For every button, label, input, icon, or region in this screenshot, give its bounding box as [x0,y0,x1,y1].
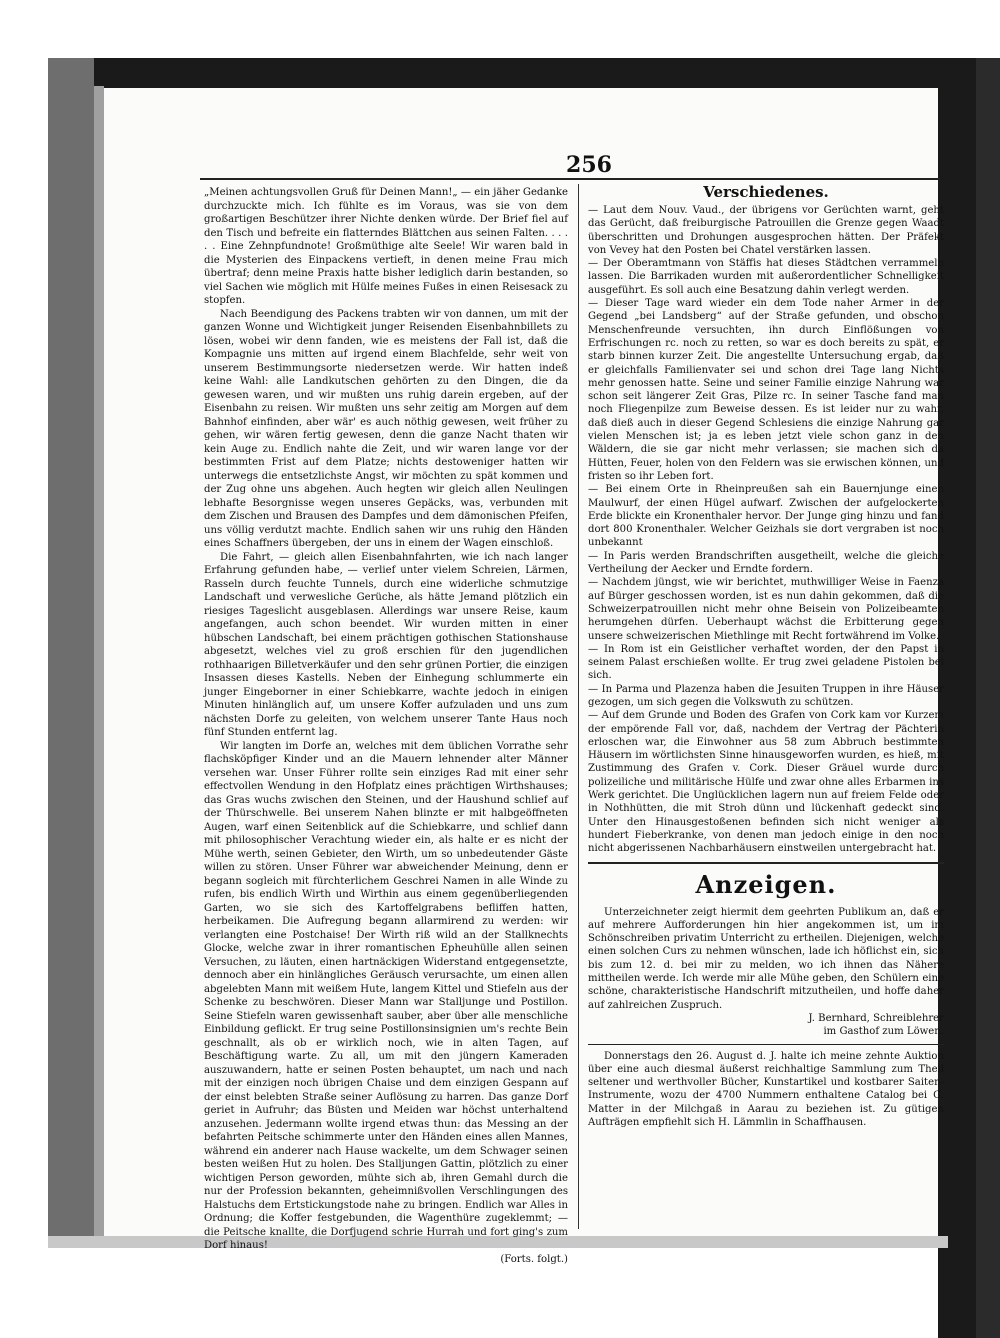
advertisement-location: im Gasthof zum Löwen. [823,1026,944,1038]
story-paragraph: Die Fahrt, — gleich allen Eisenbahnfahrten, wie ich nach langer Erfahrung gefunden habe, — verlief unter vielem Schreien, Lärmen, Rasseln durch feuchte Tunnels, durch eine widerliche schmutzige Landschaft und verwesliche Gerüche, als hätte Jemand plötzlich ein riesiges Tageslicht ausgeblasen. Allerdings war unsere Reise, kaum angefangen, auch schon beendet. Wir wurden mitten in einer hübschen Landschaft, bei einem prächtigen gothischen Stationshause abgesetzt, welches viel zu groß erschien für den jugendlichen rothhaarigen Billetverkäufer und den sehr grünen Portier, die einzigen Insassen dieses Kastells. Neben der Einhegung schlummerte ein junger Eingeborner in einer Schiebkarre, wachte jedoch in einigen Minuten hinlänglich auf, um unsere Koffer aufzuladen und uns zum nächsten Dorfe zu geleiten, von welchem unserer Tante Haus noch fünf Stunden entfernt lag. [204,551,568,738]
advertisement-text: Donnerstags den 26. August d. J. halte ich meine zehnte Auktion über eine auch diesmal äußerst reichhaltige Sammlung zum Theil seltener und werthvoller Bücher, Kunstartikel und kostbarer Saiten-Instrumente, wozu der 4700 Nummern enthaltene Catalog bei G. Matter in der Milchgaß in Aarau zu beziehen ist. Zu gütigen Aufträgen empfiehlt sich H. Lämmlin in Schaffhausen. [588,1050,944,1128]
advertisement-rule [588,1044,944,1045]
story-paragraph: Wir langten im Dorfe an, welches mit dem üblichen Vorrathe sehr flachsköpfiger Kinder und an die Mauern lehnender alter Männer versehen war. Unser Führer rollte sein einziges Rad mit einer sehr effectvollen Wendung in den Hofplatz eines prächtigen Wirthshauses; das Gras wuchs zwischen den Steinen, und der Haushund schlief auf der Thürschwelle. Bei unserem Nahen blinzte er mit halbgeöffneten Augen, warf einen Seitenblick auf die Schiebkarre, und schlief dann mit philosophischer Verachtung wieder ein, als halte er es nicht der Mühe werth, seinen Gebieter, den Wirth, um so unbedeutender Gäste willen zu stören. Unser Führer war abweichender Meinung, denn er begann sogleich mit fürchterlichem Geschrei Namen in alle Winde zu rufen, bis endlich Wirth und Wirthin aus einem gegenüberliegenden Garten, wo sie sich des Kartoffelgrabens befliffen hatten, herbeikamen. Die Aufregung begann allarmirend zu werden: wir verlangten eine Postchaise! Der Wirth riß wild an der Stallknechts Glocke, welche zwar in ihrer romantischen Epheuhülle allen seinen Versuchen, zu läuten, einen hartnäckigen Widerstand entgegensetzte, dennoch aber ein hinlängliches Geräusch verursachte, um einen allen abgelebten Mann mit weißem Hute, langem Kittel und Stiefeln aus der Schenke zu beschwören. Dieser Mann war Stalljunge und Postillon. Seine Stiefeln waren gewissenhaft sauber, aber über alle menschliche Einbildung geflickt. Er trug seine Postillonsinsignien um's rechte Bein geschnallt, als ob er wirklich noch, wie in alten Tagen, auf Beschäftigung warte. Zu all, um mit den jüngern Kameraden auszuwandern, hatte er seinen Posten behauptet, um nach und nach mit der einzigen noch übrigen Chaise und dem einzigen Gespann auf der einst belebten Straße seiner Auflösung zu harren. Das ganze Dorf geriet in Aufruhr; das Büsten und Meiden war höchst unterhaltend anzusehen. Jedermann wollte irgend etwas thun: das Messing an der befahrten Peitsche schimmerte unter den Händen eines allen Mannes, während ein anderer nach Hause wackelte, um dem Schwager seinen besten weißen Hut zu holen. Des Stalljungen Gattin, plötzlich zu einer wichtigen Person geworden, mühte sich ab, ihren Gemahl durch die nur der Profession bekannten, geheimnißvollen Verschlingungen des Halstuchs dem Ertstickungstode nahe zu bringen. Endlich war Alles in Ordnung; die Koffer festgebunden, die Wagenthüre zugeklemmt; — die Peitsche knallte, die Dorfjugend schrie Hurrah und fort ging's zum Dorf hinaus! [204,740,568,1251]
section-heading-anzeigen: Anzeigen. [695,869,837,899]
news-item: — Auf dem Grunde und Boden des Grafen von Cork kam vor Kurzem der empörende Fall vor, daß, nachdem der Vertrag der Pächterin erloschen war, die Einwohner aus 58 zum Abbruch bestimmten Häusern im wörtlichsten Sinne hinausgeworfen wurden, es hieß, mit Zustimmung des Grafen v. Cork. Dieser Gräuel wurde durch polizeiliche und militärische Hülfe und zwar ohne alles Erbarmen ins Werk gerichtet. Die Unglücklichen lagern nun auf freiem Felde oder in Nothhütten, die mit Stroh dünn und lückenhaft gedeckt sind. Unter den Hinausgestoßenen befinden sich nicht weniger als hundert Fieberkranke, von denen man jedoch einige in den noch nicht abgerissenen Nachbarhäusern einstweilen untergebracht hat. [588,710,944,855]
news-item: — Nachdem jüngst, wie wir berichtet, muthwilliger Weise in Faenza auf Bürger geschossen worden, ist es nun dahin gekommen, daß die Schweizerpatrouillen nicht mehr ohne Beisein von Polizeibeamten herumgehen dürfen. Ueberhaupt wächst die Erbitterung gegen unsere schweizerischen Miethlinge mit Recht fortwährend im Volke. [588,577,944,642]
story-paragraph: „Meinen achtungsvollen Gruß für Deinen Mann!„ — ein jäher Gedanke durchzuckte mich. Ich fühlte es im Voraus, was sie von dem großartigen Beschützer ihrer Nichte denken würde. Der Brief fiel auf den Tisch und befreite ein flatterndes Blättchen aus seinen Falten. . . . . . Eine Zehnpfundnote! Großmüthige alte Seele! Wir waren bald in die Mysterien des Einpackens vertieft, in denen meine Frau mich übertraf; denn meine Praxis hatte bisher lediglich darin bestanden, so viel Sachen wie möglich mit Hülfe meines Fußes in einen Reisesack zu stopfen. [204,187,568,306]
news-item: — In Rom ist ein Geistlicher verhaftet worden, der den Papst in seinem Palast erschießen wollte. Er trug zwei geladene Pistolen bei sich. [588,643,944,682]
scan-page-edge [94,86,104,1248]
news-item: — In Parma und Plazenza haben die Jesuiten Truppen in ihre Häuser gezogen, um sich gegen die Volkswuth zu schützen. [588,683,944,708]
header-rule [200,178,940,180]
left-column [204,186,568,1272]
news-item: — Der Oberamtmann von Stäffis hat dieses Städtchen verrammeln lassen. Die Barrikaden wurden mit außerordentlicher Schnelligkeit ausgeführt. Es soll auch eine Besatzung dahin verlegt werden. [588,258,944,296]
section-heading-verschiedenes: Verschiedenes. [703,183,829,201]
scan-border-right-outer [976,58,1000,1338]
story-paragraph: Nach Beendigung des Packens trabten wir von dannen, um mit der ganzen Wonne und Wichtigkeit junger Reisenden Eisenbahnbillets zu lösen, wobei wir denn fanden, wie es meistens der Fall ist, daß die Kompagnie uns mitten auf irgend einem Blachfelde, sehr weit von unserem Bestimmungsorte niedersetzen werde. Wir hatten indeß keine Wahl: alle Landkutschen gehörten zu den Dingen, die da gewesen waren, und wir mußten uns ruhig darein ergeben, auf der Eisenbahn zu reisen. Wir mußten uns sehr zeitig am Morgen auf dem Bahnhof einfinden, aber wär' es auch nöthig gewesen, weit früher zu gehen, wir wären fertig gewesen, denn die ganze Nacht thaten wir kein Auge zu. Endlich nahte die Zeit, und wir waren lange vor der bestimmten Frist auf dem Platze; nichts destoweniger hatten wir unterwegs die entsetzlichste Angst, wir möchten zu spät kommen und der Zug ohne uns abgehen. Auch hegten wir gleich allen Neulingen lebhafte Besorgnisse wegen unseres Gepäcks, was, verbunden mit dem Zischen und Brausen des Dampfes und dem dämonischen Pfeifen, uns völlig verdutzt machte. Endlich sahen wir uns ruhig den Händen eines Schaffners übergeben, der uns in einem der Wagen einschloß. [204,308,568,549]
news-item: — Laut dem Nouv. Vaud., der übrigens vor Gerüchten warnt, geht das Gerücht, daß freiburgische Patrouillen die Grenze gegen Waadt überschritten und Drohungen ausgesprochen hätten. Der Präfekt von Vevey hat den Posten bei Chatel verstärken lassen. [588,205,944,256]
continuation-note: (Forts. folgt.) [500,1253,568,1265]
news-item: — Bei einem Orte in Rheinpreußen sah ein Bauernjunge einen Maulwurf, der einen Hügel aufwarf. Zwischen der aufgelockerten Erde blickte ein Kronenthaler hervor. Der Junge ging hinzu und fand dort 800 Kronenthaler. Welcher Geizhals sie dort vergraben ist noch unbekannt [588,484,944,549]
news-item: — In Paris werden Brandschriften ausgetheilt, welche die gleiche Vertheilung der Aecker und Erndte fordern. [588,550,944,576]
column-divider [578,184,579,1229]
right-column [588,182,944,1268]
advertisement-signature: J. Bernhard, Schreiblehrer [808,1012,944,1024]
section-rule [588,862,944,864]
scan-border-left [48,58,94,1248]
advertisement-text: Unterzeichneter zeigt hiermit dem geehrten Publikum an, daß er auf mehrere Aufforderungen hin hier angekommen ist, um im Schönschreiben privatim Unterricht zu ertheilen. Diejenigen, welche einen solchen Curs zu nehmen wünschen, lade ich höflichst ein, sich bis zum 12. d. bei mir zu melden, wo ich ihnen das Nähere mittheilen werde. Ich werde mir alle Mühe geben, den Schülern eine schöne, charakteristische Handschrift mitzutheilen, und hoffe daher auf zahlreichen Zuspruch. [588,906,944,1011]
news-item: — Dieser Tage ward wieder ein dem Tode naher Armer in der Gegend „bei Landsberg“ auf der Straße gefunden, und obschon Menschenfreunde versuchten, ihn durch Einflößungen von Erfrischungen rc. noch zu retten, so war es doch bereits zu spät, er starb binnen kurzer Zeit. Die angestellte Untersuchung ergab, daß er gleichfalls Familienvater sei und schon drei Tage lang Nichts mehr genossen hatte. Seine und seiner Familie einzige Nahrung war schon seit längerer Zeit Gras, Pilze rc. In seiner Tasche fand man noch Fliegenpilze zum Beweise dessen. Es ist leider nur zu wahr, daß dieß auch in dieser Gegend Schlesiens die einzige Nahrung gar vielen Menschen ist; ja es leben jetzt viele schon ganz in den Wäldern, die sie gar nicht mehr verlassen; sie machen sich da Hütten, Feuer, holen von den Feldern was sie erwischen können, und fristen so ihr Leben fort. [588,298,944,482]
page-number: 256 [566,152,612,178]
scan-border-top [48,58,1000,88]
scan-border-right [938,58,978,1338]
